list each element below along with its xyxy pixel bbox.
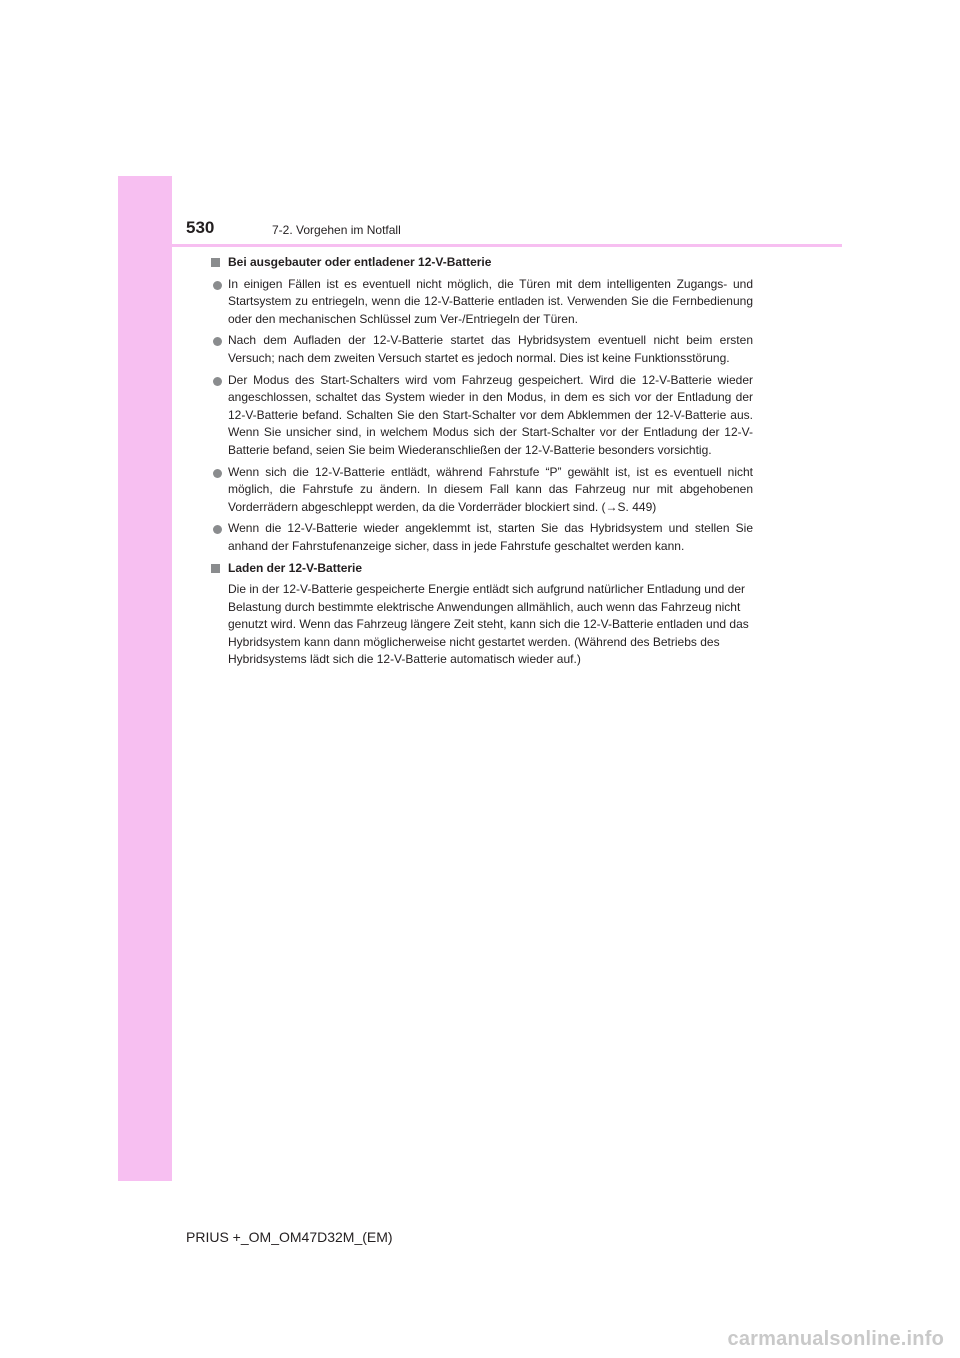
- section-heading-text: Bei ausgebauter oder entladener 12-V-Batterie: [228, 255, 492, 269]
- section-heading: [211, 560, 753, 578]
- bullet-text: In einigen Fällen ist es eventuell nicht möglich, die Türen mit dem intelligenten Zugangs- und Startsystem zu entriegeln, wenn die 12-V-Batterie entladen ist. Verwenden Sie die Fernbedienung oder den mechanischen Schlüssel zum Ver-/Entriegeln der Türen.: [228, 276, 753, 326]
- bullet-item: [211, 372, 753, 460]
- circle-bullet-icon: [213, 377, 222, 386]
- bullet-text: Wenn die 12-V-Batterie wieder angeklemmt ist, starten Sie das Hybridsystem und stellen Sie anhand der Fahrstufenanzeige sicher, dass in jede Fahrstufe geschaltet werden kann.: [228, 521, 753, 553]
- square-bullet-icon: [211, 564, 220, 573]
- bullet-text-page-reference: Wenn sich die 12-V-Batterie entlädt, während Fahrstufe “P” gewählt ist, ist es eventuell nicht möglich, die Fahrstufe zu ändern. In diesem Fall kann das Fahrzeug nur mit abgehobenen Vorderrädern abgeschleppt werden, da die Vorderräder blockiert sind. (→S. 449): [228, 464, 753, 514]
- section-heading-text: Laden der 12-V-Batterie: [228, 560, 363, 575]
- watermark: carmanualsonline.info: [727, 1328, 944, 1350]
- manual-code: PRIUS +_OM_OM47D32M_(EM): [186, 1229, 393, 1245]
- section-heading: [211, 254, 753, 272]
- bullet-item: [211, 464, 753, 517]
- circle-bullet-icon: [213, 281, 222, 290]
- bullet-item: [211, 276, 753, 329]
- bullet-text: Der Modus des Start-Schalters wird vom Fahrzeug gespeichert. Wird die 12-V-Batterie wieder angeschlossen, schaltet das System wieder in den Modus, in dem es sich vor der Entladung der 12-V-Batterie befand. Schalten Sie den Start-Schalter vor dem Abklemmen der 12-V-Batterie aus. Wenn Sie unsicher sind, in welchem Modus sich der Start-Schalter vor der Entladung der 12-V-Batterie befand, seien Sie beim Wiederanschließen der 12-V-Batterie besonders vorsichtig.: [228, 372, 753, 457]
- section-title: 7-2. Vorgehen im Notfall: [272, 223, 401, 237]
- section-paragraph: Die in der 12-V-Batterie gespeicherte Energie entlädt sich aufgrund natürlicher Entladung und der Belastung durch bestimmte elektrische Anwendungen allmählich, auch wenn das Fahrzeug nicht genutzt wird. Wenn das Fahrzeug längere Zeit steht, kann sich die 12-V-Batterie entladen und das Hybridsystem kann dann möglicherweise nicht gestartet werden. (Während des Betriebs des Hybridsystems lädt sich die 12-V-Batterie automatisch wieder auf.): [228, 582, 749, 667]
- circle-bullet-icon: [213, 337, 222, 346]
- page-content: [211, 254, 753, 673]
- circle-bullet-icon: [213, 469, 222, 478]
- square-bullet-icon: [211, 258, 220, 267]
- header-divider: [172, 244, 842, 247]
- circle-bullet-icon: [213, 525, 222, 534]
- chapter-tab-sidebar: [118, 176, 172, 1181]
- page-number: 530: [186, 218, 215, 237]
- bullet-text: Nach dem Aufladen der 12-V-Batterie startet das Hybridsystem eventuell nicht beim ersten Versuch; nach dem zweiten Versuch startet es jedoch normal. Dies ist keine Funktionsstörung.: [228, 333, 753, 365]
- bullet-item: [211, 332, 753, 367]
- bullet-item: [211, 520, 753, 555]
